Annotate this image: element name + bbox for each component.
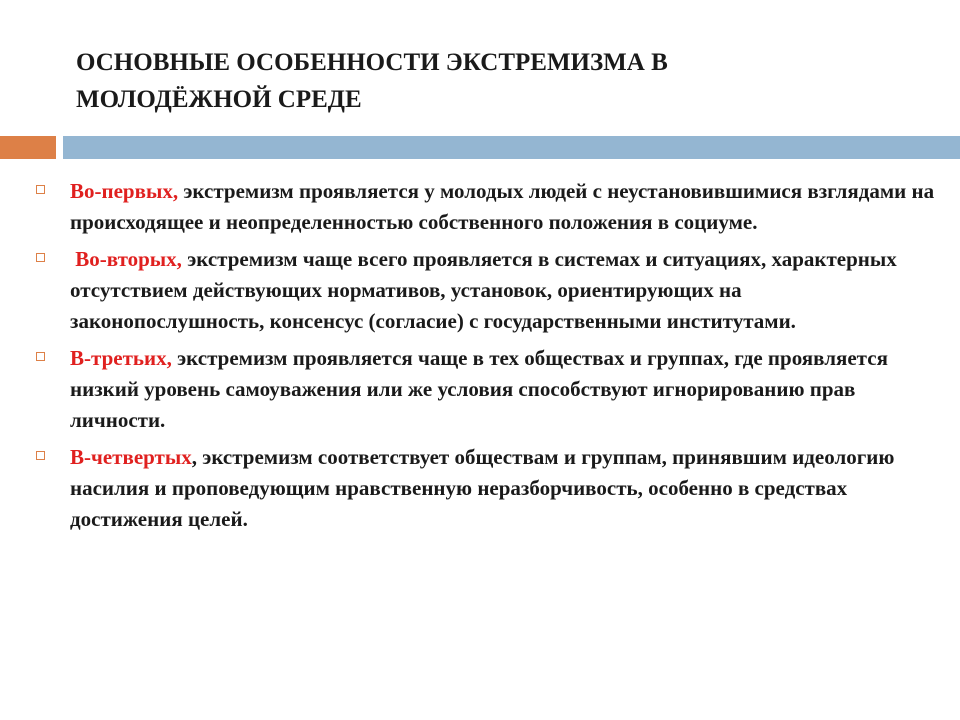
slide-title-line-1: ОСНОВНЫЕ ОСОБЕННОСТИ ЭКСТРЕМИЗМА В xyxy=(76,49,668,76)
accent-bar-blue xyxy=(63,136,960,159)
hollow-square-icon xyxy=(36,451,45,460)
hollow-square-icon xyxy=(36,253,45,262)
bullet-lead: В-четвертых xyxy=(70,445,192,469)
list-item xyxy=(36,176,936,238)
hollow-square-icon xyxy=(36,185,45,194)
slide-title xyxy=(76,44,896,118)
bullet-text: , экстремизм соответствует обществам и группам, принявшим идеологию насилия и проповедующим нравственную неразборчивость, особенно в средствах достижения целей. xyxy=(70,445,895,531)
bullet-lead: Во-первых, xyxy=(70,179,179,203)
bullet-lead: Во-вторых, xyxy=(70,247,182,271)
bullet-text: экстремизм чаще всего проявляется в системах и ситуациях, характерных отсутствием действующих нормативов, установок, ориентирующих на законопослушность, консенсус (согласие) с государственными институтами. xyxy=(70,247,897,333)
list-item xyxy=(36,442,936,535)
slide-title-line-2: МОЛОДЁЖНОЙ СРЕДЕ xyxy=(76,86,362,113)
hollow-square-icon xyxy=(36,352,45,361)
bullet-list xyxy=(36,176,936,541)
accent-bar-orange xyxy=(0,136,56,159)
list-item xyxy=(36,244,936,337)
bullet-lead: В-третьих, xyxy=(70,346,172,370)
bullet-text: экстремизм проявляется чаще в тех обществах и группах, где проявляется низкий уровень самоуважения или же условия способствуют игнорированию прав личности. xyxy=(70,346,888,432)
bullet-text: экстремизм проявляется у молодых людей с неустановившимися взглядами на происходящее и неопределенностью собственного положения в социуме. xyxy=(70,179,935,234)
list-item xyxy=(36,343,936,436)
